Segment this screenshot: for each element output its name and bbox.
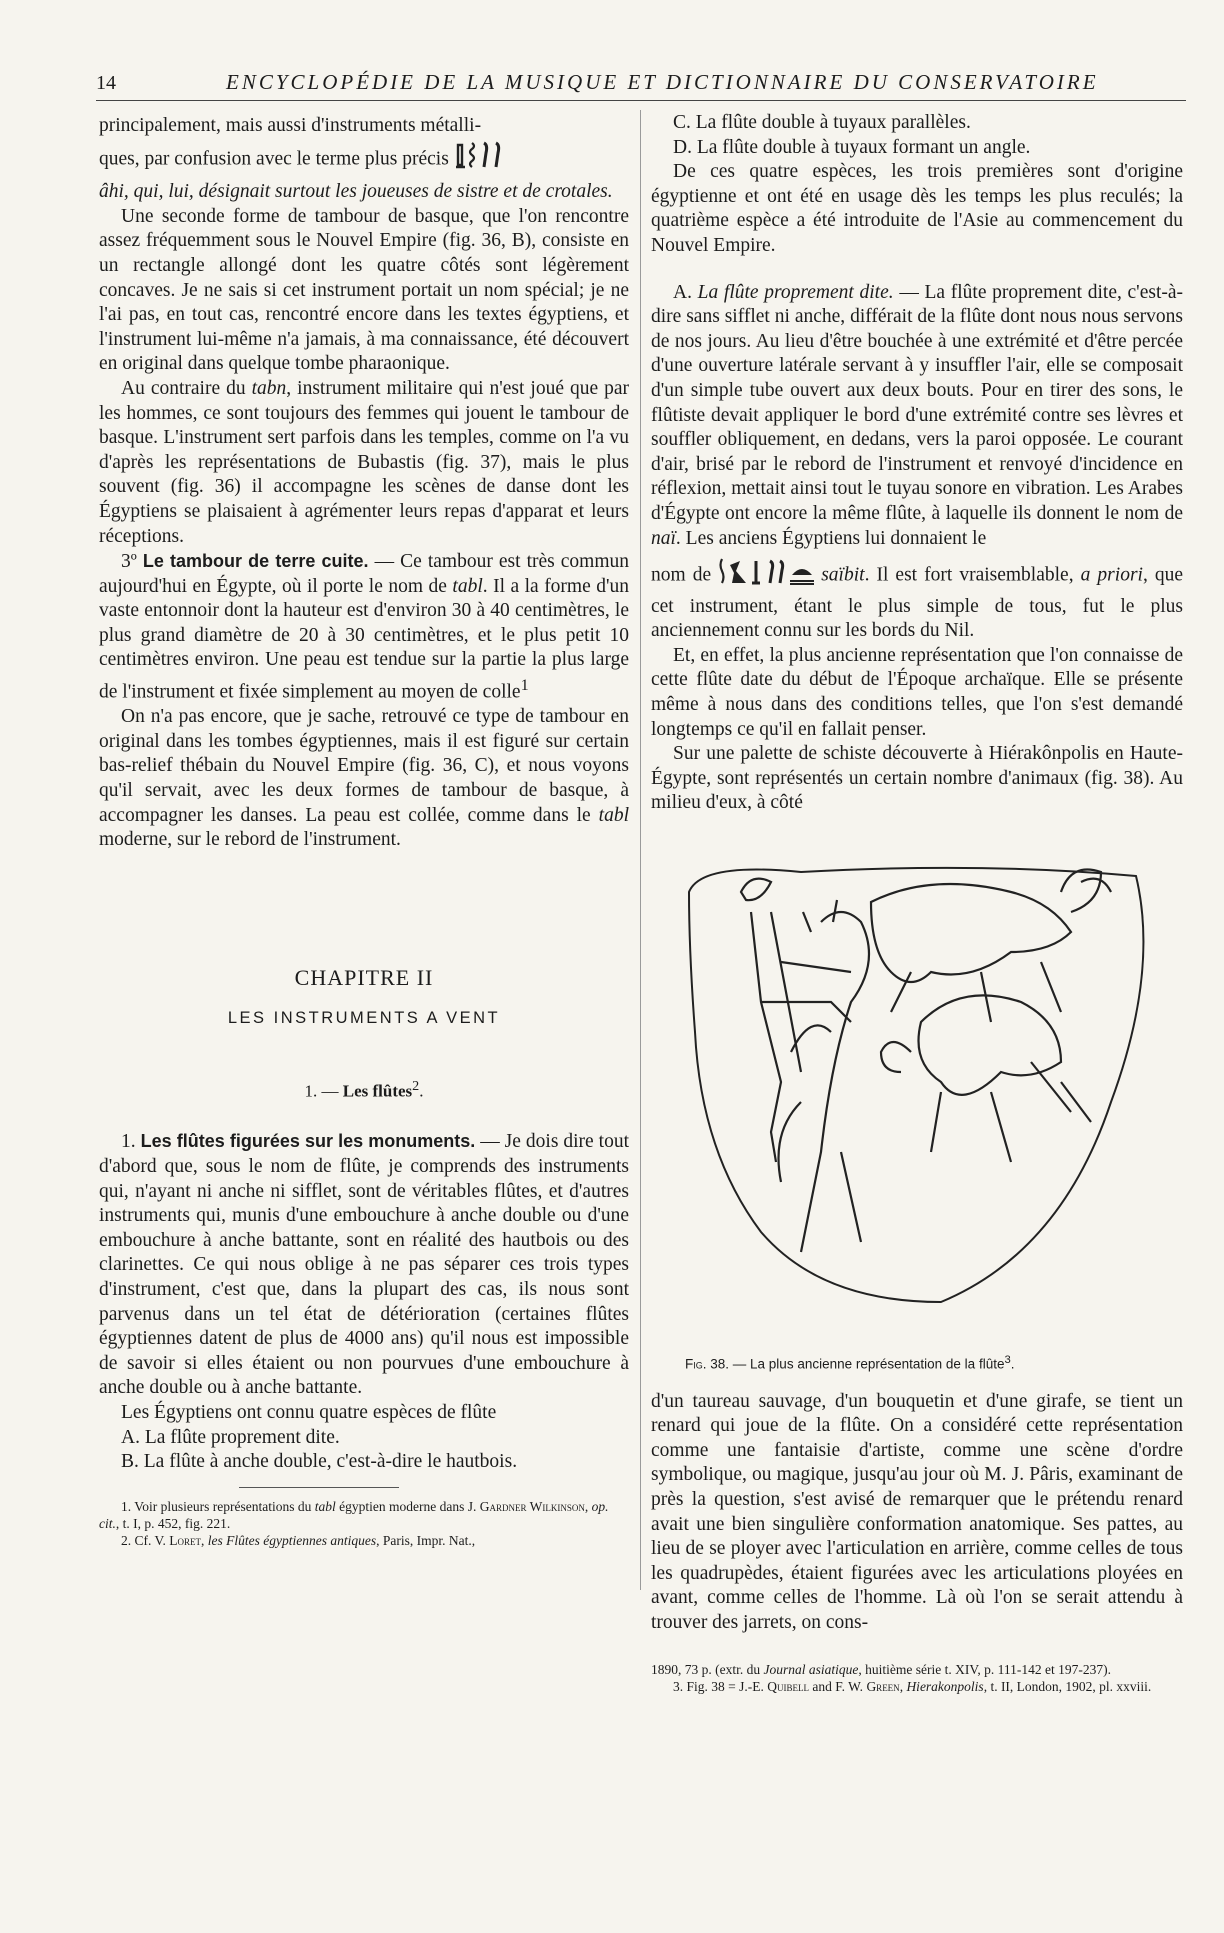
text-run: 3º	[121, 551, 137, 573]
page-header	[96, 70, 1186, 100]
left-column	[99, 114, 629, 1549]
text-run: naï	[651, 527, 676, 549]
chapter-title: CHAPITRE II	[294, 964, 434, 990]
header-rule	[96, 100, 1186, 101]
paragraph-text	[99, 705, 629, 853]
list-item: C. La flûte double à tuyaux parallèles.	[673, 112, 971, 133]
list-item: A. La flûte proprement dite.	[121, 1426, 340, 1448]
paragraph-text	[99, 1129, 629, 1401]
list-item: B. La flûte à anche double, c'est-à-dire le hautbois.	[121, 1451, 518, 1473]
text-run: .	[419, 1081, 424, 1101]
text-run: ,	[584, 1498, 589, 1514]
text-run: . Il est fort vraisemblable,	[864, 564, 1074, 586]
text-run: a priori	[1080, 564, 1143, 586]
text-run: Green	[866, 1679, 900, 1695]
subsection-heading: Le tambour de terre cuite.	[142, 551, 369, 572]
text-run: , t. II, London, 1902, pl. xxviii.	[983, 1679, 1152, 1695]
text-run: moderne, sur le rebord de l'instrument.	[99, 829, 401, 851]
footnote	[99, 1498, 629, 1532]
footnote-ref: 2	[412, 1077, 420, 1094]
paragraph-text: principalement, mais aussi d'instruments métalli-	[99, 115, 482, 136]
text-run: , Paris, Impr. Nat.,	[376, 1532, 476, 1548]
paragraph-text: Sur une palette de schiste découverte à Hiérakônpolis en Haute-Égypte, sont représentés un certain nombre d'animaux (fig. 38). Au milieu d'eux, à côté	[651, 743, 1183, 814]
text-run: and F. W.	[812, 1679, 864, 1695]
text-run: — Ce tambour est très commun aujourd'hui en Égypte, où il porte le nom de	[99, 551, 630, 597]
text-run: — La plus ancienne représentation de la flûte	[732, 1356, 1005, 1372]
paragraph-text	[99, 180, 629, 205]
text-run: 1. —	[304, 1081, 339, 1101]
column-divider	[640, 110, 641, 1590]
spacer	[651, 1635, 1183, 1661]
text-run: , t. I, p. 452, fig. 221.	[115, 1515, 231, 1531]
text-run: 2. Cf. V.	[121, 1532, 166, 1548]
text-run: A.	[673, 281, 692, 303]
text-run: Loret	[169, 1532, 202, 1548]
text-run: Quibell	[767, 1679, 809, 1695]
chapter-subtitle: LES INSTRUMENTS A VENT	[227, 1008, 501, 1027]
text-run: , instrument militaire qui n'est joué que par les hommes, ce sont toujours des femmes qui jouent le tambour de basque. L'instrument sert parfois dans les temples, comme on l'a vu d'après les représentations de Bubastis (fig. 37), mais le plus souvent (fig. 36) il accompagne les scènes de danse dont les Égyptiens se plaisaient à agrémenter leurs repas d'apparat et leurs réceptions.	[99, 377, 630, 547]
text-run: 3. Fig. 38 = J.-E.	[673, 1679, 764, 1695]
list-item: D. La flûte double à tuyaux formant un angle.	[673, 136, 1031, 158]
text-run: , huitième série t. XIV, p. 111-142 et 197-237).	[858, 1662, 1111, 1678]
running-title: ENCYCLOPÉDIE DE LA MUSIQUE ET DICTIONNAIRE DU CONSERVATOIRE	[226, 70, 1099, 94]
spacer	[651, 259, 1183, 281]
paragraph-text: De ces quatre espèces, les trois premières sont d'origine égyptienne et ont été en usage dès les temps les plus reculés; la quatrième espèce a été introduite de l'Asie au commencement du Nouvel Empire.	[651, 161, 1183, 256]
palette-drawing	[681, 852, 1161, 1332]
paragraph-text	[99, 139, 629, 181]
figure-caption: Fig. 38. — La plus ancienne représentation de la flûte$^3$.	[685, 1354, 1015, 1372]
text-run: 1.	[121, 1131, 136, 1153]
footnote	[99, 1532, 629, 1549]
text-run: , que cet instrument, étant le plus simple de tous, fut le plus anciennement connu sur les bords du Nil.	[651, 564, 1184, 642]
footnote-ref: 1	[520, 676, 529, 695]
text-run: ques, par confusion avec le terme plus précis	[99, 147, 449, 169]
palette-figure	[681, 852, 1161, 1332]
text-run: tabl	[452, 575, 483, 597]
text-run: Journal asiatique	[763, 1662, 859, 1678]
text-run: tabn	[251, 377, 287, 399]
text-run: égyptien moderne dans J.	[339, 1498, 477, 1514]
section-title	[99, 1078, 629, 1102]
text-run: Hierakonpolis	[906, 1679, 984, 1695]
text-run: — Je dois dire tout d'abord que, sous le nom de flûte, je comprends des instruments qui, n'ayant ni anche ni sifflet, sont de véritables flûtes, et d'autres instruments qui, munis d'une embouchure à anche double ou d'une embouchure à anche battante, sont en réalité des hautbois ou des clarinettes. Ce qui nous oblige à ne pas séparer ces trois types d'instrument, c'est que, dans la plupart des cas, ils nous sont parvenus dans un tel état de détérioration (certaines flûtes égyptiennes datent de plus de 4000 ans) qu'il nous est impossible de savoir si elles étaient ou non pourvues d'une embouchure à anche double ou à anche battante.	[99, 1131, 630, 1399]
text-run: Gardner Wilkinson	[479, 1498, 585, 1514]
text-run: La flûte proprement dite.	[697, 281, 894, 303]
paragraph-text: Une seconde forme de tambour de basque, que l'on rencontre assez fréquemment sous le Nouvel Empire (fig. 36, B), consiste en un rectangle allongé dont les quatre côtés sont légèrement concaves. Je ne sais si cet instrument portait un nom spécial; je ne l'ai pas, en tout cas, rencontré encore dans les textes égyptiens, et l'instrument lui-même n'a jamais, à ma connaissance, été découvert en original dans quelque tombe pharaonique.	[99, 205, 629, 375]
text-run: ,	[201, 1532, 205, 1548]
text-run: — La flûte proprement dite, c'est-à-dire sans sifflet ni anche, différait de la flûte dont nous nous servons de nos jours. Au lieu d'être bouchée à une extrémité et d'être percée d'une ouverture latérale servant à y insuffler l'air, elle se composait d'un simple tube ouvert aux deux bouts. Pour en tirer des sons, le flûtiste devait appliquer le bord d'une extrémité contre ses lèvres et souffler obliquement, en dedans, vers la paroi opposée. Le courant d'air, brisé par le rebord de l'instrument et renvoyé d'incidence en réflexion, mettait ainsi tout le tuyau sonore en vibration. Les Arabes d'Égypte ont encore la même flûte, à laquelle ils donnent le nom de	[651, 281, 1183, 524]
text-run: Fig. 38.	[685, 1356, 730, 1372]
text-run: tabl	[598, 804, 629, 826]
page-number: 14	[96, 72, 116, 94]
text-run: op. cit.	[99, 1498, 609, 1531]
paragraph-text: Et, en effet, la plus ancienne représentation que l'on connaisse de cette flûte date du début de l'Époque archaïque. Elle se présente même à nous dans des conditions telles, que l'on s'est demandé longtemps ce qu'il en fallait penser.	[651, 644, 1183, 740]
text-run: Au contraire du	[121, 377, 246, 399]
right-column	[651, 111, 1183, 1695]
hieroglyph-icon	[454, 139, 506, 181]
text-run: tabl	[314, 1498, 336, 1514]
text-run: les Flûtes égyptiennes antiques	[207, 1532, 377, 1548]
text-run: 1890, 73 p. (extr. du	[651, 1662, 761, 1678]
paragraph-text	[99, 549, 629, 705]
text-run: Les flûtes	[342, 1081, 413, 1101]
footnote-ref: 3	[1004, 1354, 1011, 1367]
footnote	[651, 1678, 1183, 1695]
paragraph-text: Les Égyptiens ont connu quatre espèces de flûte	[121, 1401, 497, 1423]
text-run: âhi, qui, lui, désignait surtout les joueuses de sistre et de crotales.	[99, 181, 613, 203]
footnote-rule	[239, 1487, 399, 1488]
footnote	[651, 1661, 1183, 1678]
text-run: nom de	[651, 564, 712, 586]
text-run: ,	[899, 1679, 904, 1695]
text-run: 1. Voir plusieurs représentations du	[121, 1498, 312, 1514]
paragraph-text	[99, 377, 629, 549]
text-run: . Les anciens Égyptiens lui donnaient le	[675, 527, 987, 549]
hieroglyph-saibit-icon	[718, 557, 814, 595]
paragraph-text: d'un taureau sauvage, d'un bouquetin et d'une girafe, se tient un renard qui joue de la flûte. On a considéré cette représentation comme une fantaisie d'artiste, comme une scène d'ordre symbolique, ou magique, jusqu'au jour où M. J. Pâris, examinant de près la question, s'est avisé de remarquer que le prétendu renard avait une bien singulière conformation anatomique. Ses pattes, au lieu de se ployer avec l'articulation en arrière, comme celles de tous les quadrupèdes, étaient figurées avec les articulations ployées en avant, comme celles de l'homme. Là où l'on se serait attendu à trouver des jarrets, on cons-	[651, 1390, 1183, 1633]
text-run: On n'a pas encore, que je sache, retrouvé ce type de tambour en original dans les tombes égyptiennes, mais il est figuré sur certain bas-relief thébain du Nouvel Empire (fig. 36, C), et nous voyons qu'il servait, avec les deux formes de tambour de basque, à accompagner les danses. La peau est collée, comme dans le	[99, 706, 629, 826]
text-run: saïbit	[821, 564, 865, 586]
text-run: . Il a la forme d'un vaste entonnoir dont la hauteur est d'environ 30 à 40 centimètres, le plus grand diamètre de 20 à 30 centimètres, et le plus petit 10 centimètres environ. Une peau est tendue sur la partie la plus large de l'instrument et fixée simplement au moyen de colle	[99, 575, 629, 703]
paragraph-text	[651, 281, 1183, 552]
paragraph-text	[651, 557, 1183, 644]
subsection-heading: Les flûtes figurées sur les monuments.	[140, 1131, 476, 1152]
